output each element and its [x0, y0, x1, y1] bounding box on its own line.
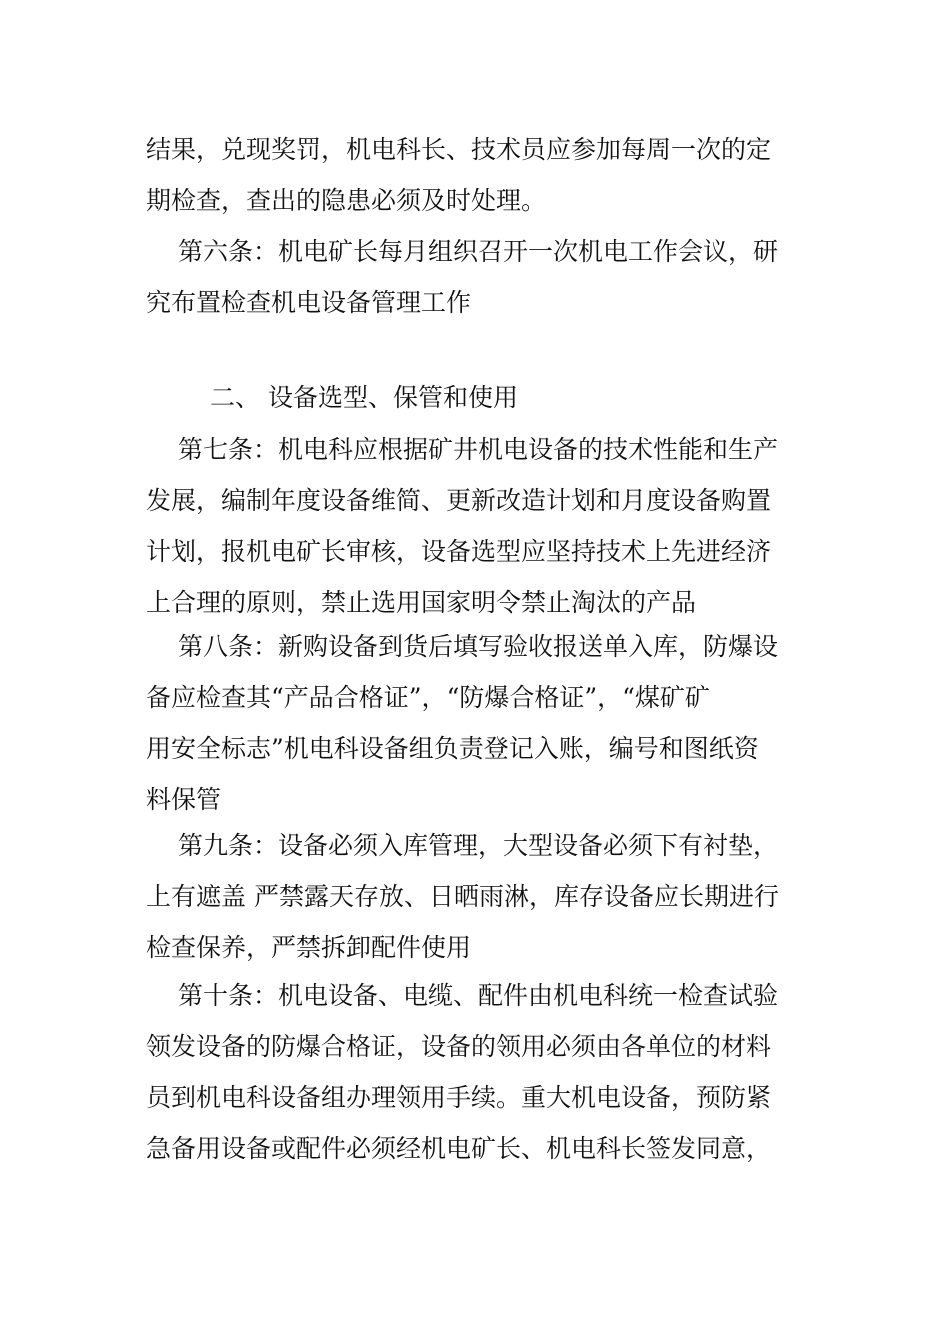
text-line: 第八条：新购设备到货后填写验收报送单入库，防爆设 — [178, 632, 779, 661]
text-line: 备应检查其“产品合格证”，“防爆合格证”，“煤矿矿 — [146, 683, 710, 712]
text-line: 第七条：机电科应根据矿井机电设备的技术性能和生产 — [178, 435, 779, 464]
article-9 — [146, 820, 806, 973]
text-line: 料保管 — [146, 785, 222, 814]
text-line: 计划，报机电矿长审核，设备选型应坚持技术上先进经济 — [146, 537, 772, 566]
section-title: 二、 设备选型、保管和使用 — [210, 383, 518, 412]
text-line: 检查保养，严禁拆卸配件使用 — [146, 933, 472, 962]
text-line: 员到机电科设备组办理领用手续。重大机电设备，预防紧 — [146, 1083, 772, 1112]
text-line: 用安全标志”机电科设备组负责登记入账，编号和图纸资 — [146, 734, 759, 763]
article-8 — [146, 621, 806, 825]
text-line: 第十条：机电设备、电缆、配件由机电科统一检查试验 — [178, 981, 779, 1010]
text-line: 结果，兑现奖罚，机电科长、技术员应参加每周一次的定 — [146, 135, 772, 164]
text-line: 发展，编制年度设备维简、更新改造计划和月度设备购置 — [146, 486, 772, 515]
text-line: 第六条：机电矿长每月组织召开一次机电工作会议，研 — [178, 237, 779, 266]
article-6 — [146, 226, 806, 328]
text-line: 期检查，查出的隐患必须及时处理。 — [146, 186, 547, 215]
text-line: 上有遮盖 严禁露天存放、日晒雨淋，库存设备应长期进行 — [146, 882, 779, 911]
text-line: 第九条：设备必须入库管理，大型设备必须下有衬垫， — [178, 831, 779, 860]
article-7 — [146, 424, 806, 628]
text-line: 上合理的原则，禁止选用国家明令禁止淘汰的产品 — [146, 588, 697, 617]
text-line: 究布置检查机电设备管理工作 — [146, 288, 472, 317]
text-line: 领发设备的防爆合格证，设备的领用必须由各单位的材料 — [146, 1032, 772, 1061]
text-line: 急备用设备或配件必须经机电矿长、机电科长签发同意， — [146, 1134, 772, 1163]
section-heading — [146, 372, 806, 423]
article-10 — [146, 970, 806, 1174]
paragraph-continuation — [146, 124, 806, 226]
